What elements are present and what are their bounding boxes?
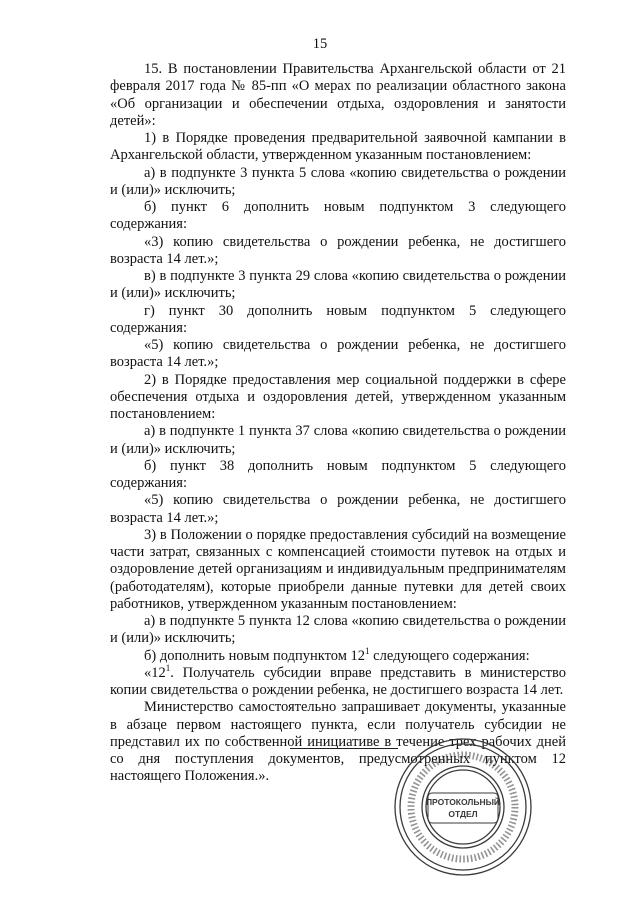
- paragraph: а) в подпункте 3 пункта 5 слова «копию свидетельства о рождении и (или)» исключить;: [110, 164, 566, 198]
- superscript: 1: [365, 645, 370, 656]
- document-body: [110, 61, 566, 786]
- paragraph: Министерство самостоятельно запрашивает документы, указанные в абзаце первом настоящего пункта, если получатель субсидии не представил их по собственной инициативе в течение трех рабочих дней со дня поступления документов, предусмотренных пунктом 12 настоящего Положения.».: [110, 699, 566, 785]
- paragraph: [110, 645, 566, 665]
- stamp-title-line2: ОТДЕЛ: [448, 809, 478, 819]
- paragraph: 15. В постановлении Правительства Архангельской области от 21 февраля 2017 года № 85-пп «О мерах по реализации областного закона «Об организации и обеспечении отдыха, оздоровления и занятости детей»:: [110, 61, 566, 129]
- paragraph: а) в подпункте 1 пункта 37 слова «копию свидетельства о рождении и (или)» исключить;: [110, 423, 566, 457]
- paragraph: г) пункт 30 дополнить новым подпунктом 5 следующего содержания:: [110, 302, 566, 336]
- paragraph-text: «12: [144, 664, 166, 681]
- paragraph: 2) в Порядке предоставления мер социальной поддержки в сфере обеспечения отдыха и оздоровления детей, утвержденном указанным постановлением:: [110, 371, 566, 422]
- superscript: 1: [165, 662, 171, 673]
- stamp-title-line1: ПРОТОКОЛЬНЫЙ: [425, 797, 501, 807]
- paragraph-text: б) дополнить новым подпунктом 12: [144, 647, 366, 664]
- paragraph: [110, 662, 566, 700]
- paragraph: в) в подпункте 3 пункта 29 слова «копию свидетельства о рождении и (или)» исключить;: [110, 268, 566, 302]
- paragraph: «3) копию свидетельства о рождении ребенка, не достигшего возраста 14 лет.»;: [110, 233, 566, 267]
- separator-line: [290, 748, 398, 749]
- paragraph: «5) копию свидетельства о рождении ребенка, не достигшего возраста 14 лет.»;: [110, 492, 566, 526]
- paragraph: б) пункт 6 дополнить новым подпунктом 3 следующего содержания:: [110, 199, 566, 233]
- paragraph: б) пункт 38 дополнить новым подпунктом 5 следующего содержания:: [110, 457, 566, 491]
- protocol-department-stamp-icon: [392, 736, 534, 878]
- paragraph: 3) в Положении о порядке предоставления субсидий на возмещение части затрат, связанных с компенсацией стоимости путевок на отдых и оздоровление детей организациям и индивидуальным предпринимателям (работодателям), которые приобрели данные путевки для детей своих работников, утвержденном указанным постановлением:: [110, 526, 566, 612]
- paragraph: «5) копию свидетельства о рождении ребенка, не достигшего возраста 14 лет.»;: [110, 337, 566, 371]
- paragraph-text: . Получатель субсидии вправе представить в министерство копии свидетельства о рождении ребенка, не достигшего возраста 14 лет.: [110, 664, 566, 698]
- paragraph: 1) в Порядке проведения предварительной заявочной кампании в Архангельской области, утвержденном указанным постановлением:: [110, 130, 566, 164]
- paragraph-text: следующего содержания:: [369, 647, 530, 664]
- page-number: 15: [312, 36, 328, 52]
- paragraph: а) в подпункте 5 пункта 12 слова «копию свидетельства о рождении и (или)» исключить;: [110, 613, 566, 647]
